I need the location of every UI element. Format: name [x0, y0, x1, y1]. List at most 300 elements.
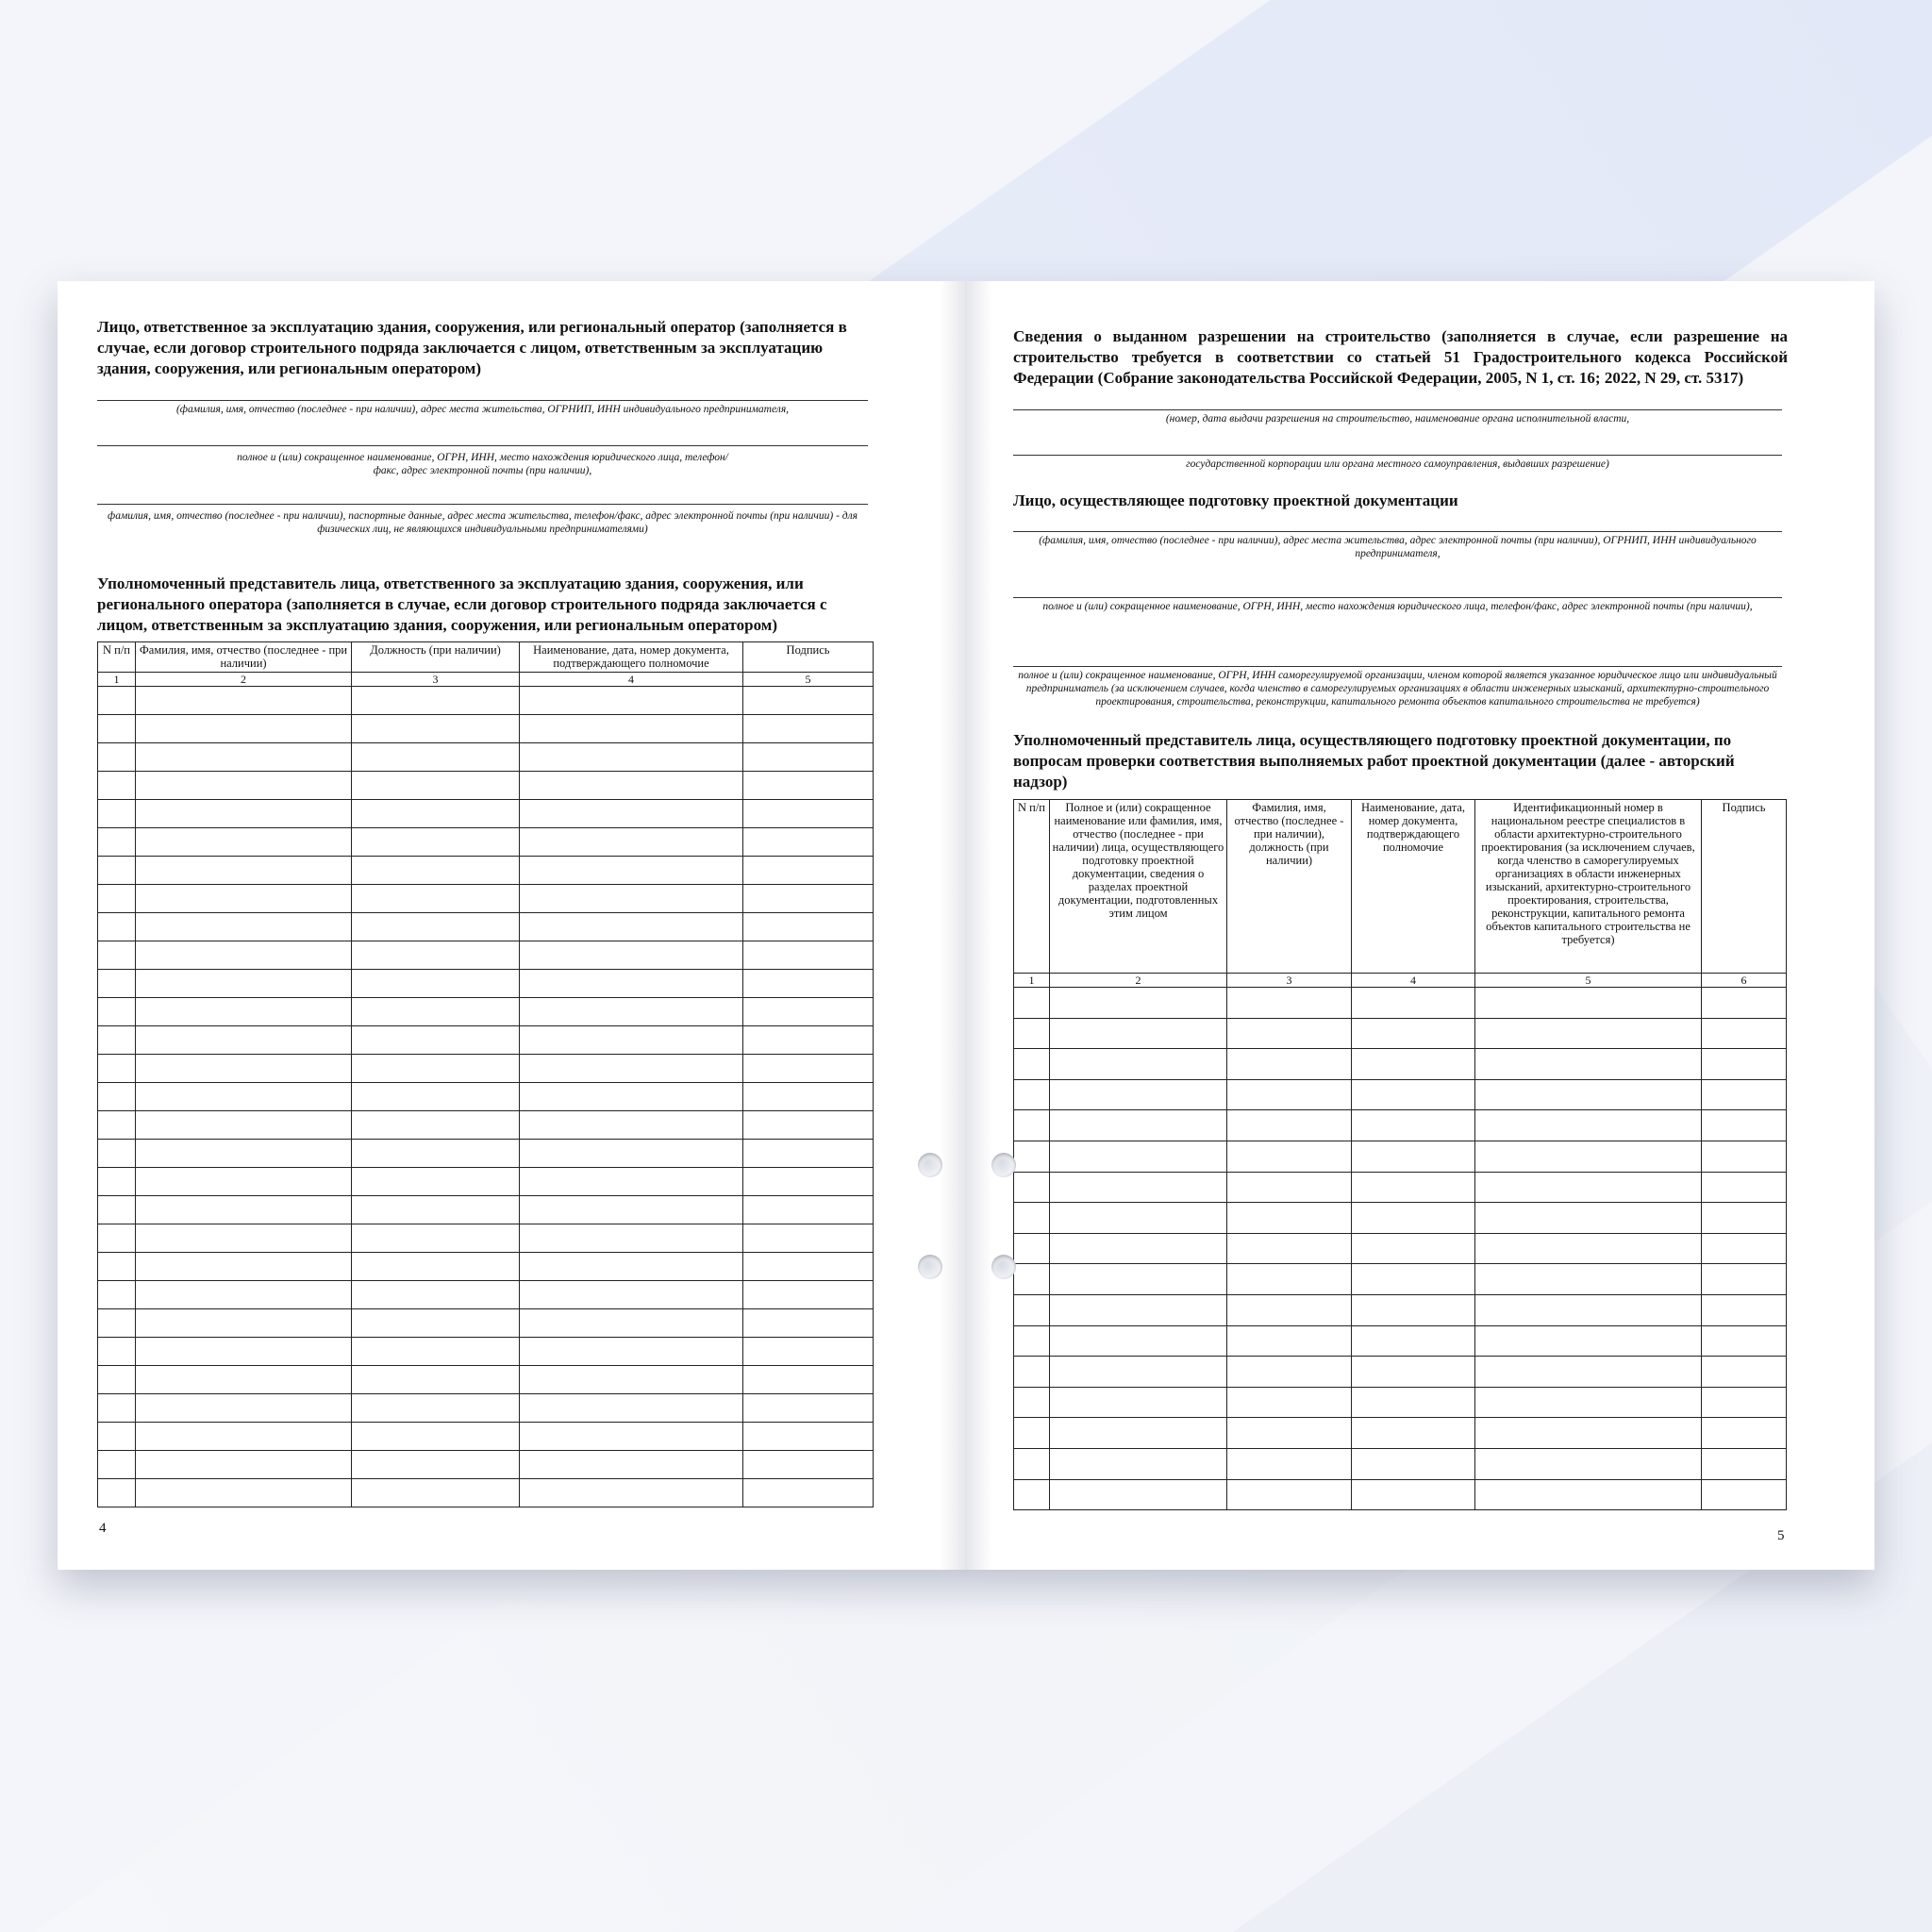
table-cell[interactable] — [98, 1366, 136, 1394]
table-cell[interactable] — [352, 800, 520, 828]
column-header: Фамилия, имя, отчество (последнее - при наличии), должность (при наличии) — [1227, 800, 1352, 974]
table-row — [98, 1281, 874, 1309]
table-cell[interactable] — [520, 687, 743, 715]
table-cell[interactable] — [743, 1111, 874, 1140]
table-cell[interactable] — [1352, 1018, 1475, 1049]
right-heading-designer: Лицо, осуществляющее подготовку проектной документации — [1013, 491, 1458, 509]
table-cell[interactable] — [352, 998, 520, 1026]
table-cell[interactable] — [1227, 1387, 1352, 1418]
table-cell[interactable] — [743, 1394, 874, 1423]
table-cell[interactable] — [136, 1196, 352, 1224]
table-cell[interactable] — [1227, 1418, 1352, 1449]
table-cell[interactable] — [98, 1140, 136, 1168]
table-cell[interactable] — [1702, 1294, 1787, 1325]
column-number-row — [1014, 974, 1787, 988]
table-cell[interactable] — [136, 1479, 352, 1507]
table-cell[interactable] — [1014, 1203, 1050, 1234]
table-cell[interactable] — [98, 941, 136, 970]
table-cell[interactable] — [352, 687, 520, 715]
table-cell[interactable] — [520, 800, 743, 828]
table-cell[interactable] — [1050, 1448, 1227, 1479]
table-cell[interactable] — [743, 1281, 874, 1309]
table-cell[interactable] — [352, 885, 520, 913]
table-cell[interactable] — [743, 857, 874, 885]
table-cell[interactable] — [743, 1253, 874, 1281]
table-cell[interactable] — [520, 1253, 743, 1281]
table-cell[interactable] — [98, 998, 136, 1026]
table-cell[interactable] — [743, 772, 874, 800]
column-header: Наименование, дата, номер документа, подтверждающего полномочие — [520, 642, 743, 673]
table-cell[interactable] — [136, 687, 352, 715]
table-cell[interactable] — [520, 857, 743, 885]
table-cell[interactable] — [136, 828, 352, 857]
table-cell[interactable] — [352, 1196, 520, 1224]
right-supervision-table — [1013, 799, 1787, 1510]
table-cell[interactable] — [1227, 1018, 1352, 1049]
table-cell[interactable] — [136, 1253, 352, 1281]
table-cell[interactable] — [136, 1366, 352, 1394]
table-row — [1014, 1479, 1787, 1510]
table-cell[interactable] — [1475, 1141, 1702, 1172]
table-cell[interactable] — [743, 828, 874, 857]
table-cell[interactable] — [136, 1224, 352, 1253]
table-cell[interactable] — [1352, 1418, 1475, 1449]
table-cell[interactable] — [136, 998, 352, 1026]
table-cell[interactable] — [136, 800, 352, 828]
table-cell[interactable] — [1475, 1448, 1702, 1479]
table-cell[interactable] — [1352, 1448, 1475, 1479]
table-cell[interactable] — [352, 1394, 520, 1423]
table-cell[interactable] — [743, 800, 874, 828]
table-cell[interactable] — [743, 1168, 874, 1196]
table-cell[interactable] — [520, 1309, 743, 1338]
table-cell[interactable] — [1702, 1418, 1787, 1449]
table-cell[interactable] — [1014, 1079, 1050, 1110]
table-cell[interactable] — [1702, 1233, 1787, 1264]
table-cell[interactable] — [520, 941, 743, 970]
table-cell[interactable] — [1050, 1079, 1227, 1110]
table-cell[interactable] — [743, 941, 874, 970]
table-cell[interactable] — [1227, 1141, 1352, 1172]
table-cell[interactable] — [1352, 988, 1475, 1019]
table-cell[interactable] — [1702, 1203, 1787, 1234]
table-cell[interactable] — [1050, 1387, 1227, 1418]
fill-line — [1013, 531, 1782, 532]
table-row — [1014, 1110, 1787, 1141]
table-cell[interactable] — [98, 1281, 136, 1309]
table-cell[interactable] — [98, 1309, 136, 1338]
table-cell[interactable] — [1702, 1387, 1787, 1418]
table-cell[interactable] — [1227, 1203, 1352, 1234]
table-cell[interactable] — [1702, 1018, 1787, 1049]
right-caption-1: (номер, дата выдачи разрешения на строительство, наименование органа исполнительной власти, — [1165, 413, 1630, 425]
table-row — [1014, 1233, 1787, 1264]
table-cell[interactable] — [136, 1309, 352, 1338]
table-cell[interactable] — [1014, 1357, 1050, 1388]
table-cell[interactable] — [1227, 1233, 1352, 1264]
table-cell[interactable] — [98, 1083, 136, 1111]
table-cell[interactable] — [520, 1196, 743, 1224]
table-cell[interactable] — [520, 885, 743, 913]
table-cell[interactable] — [98, 743, 136, 772]
table-cell[interactable] — [1050, 1325, 1227, 1357]
table-cell[interactable] — [352, 1026, 520, 1055]
table-cell[interactable] — [136, 1168, 352, 1196]
table-cell[interactable] — [352, 1111, 520, 1140]
table-cell[interactable] — [1227, 988, 1352, 1019]
table-cell[interactable] — [98, 885, 136, 913]
column-number: 6 — [1702, 974, 1787, 988]
fill-line — [97, 445, 868, 446]
table-cell[interactable] — [98, 1111, 136, 1140]
table-cell[interactable] — [1014, 1387, 1050, 1418]
table-row — [1014, 1294, 1787, 1325]
table-cell[interactable] — [743, 1479, 874, 1507]
table-cell[interactable] — [1014, 1479, 1050, 1510]
fill-line — [97, 504, 868, 505]
table-cell[interactable] — [1702, 1325, 1787, 1357]
table-row — [1014, 1018, 1787, 1049]
table-cell[interactable] — [1352, 1172, 1475, 1203]
table-cell[interactable] — [1050, 1110, 1227, 1141]
table-cell[interactable] — [1475, 1479, 1702, 1510]
table-cell[interactable] — [1014, 1172, 1050, 1203]
table-row — [98, 970, 874, 998]
table-row — [1014, 1079, 1787, 1110]
table-cell[interactable] — [352, 1366, 520, 1394]
table-cell[interactable] — [1475, 1203, 1702, 1234]
table-cell[interactable] — [1475, 1172, 1702, 1203]
left-heading-responsible-person: Лицо, ответственное за эксплуатацию здания, сооружения, или региональный оператор (заполняется в случае, если договор строительного подряда заключается с лицом, ответственным за эксплуатацию здания, сооружения, или региональным оператором) — [97, 318, 847, 377]
table-row — [98, 1168, 874, 1196]
table-cell[interactable] — [136, 715, 352, 743]
table-cell[interactable] — [136, 885, 352, 913]
table-cell[interactable] — [1475, 1264, 1702, 1295]
table-cell[interactable] — [98, 1338, 136, 1366]
table-cell[interactable] — [98, 1423, 136, 1451]
table-cell[interactable] — [136, 1140, 352, 1168]
table-cell[interactable] — [352, 828, 520, 857]
column-number: 3 — [1227, 974, 1352, 988]
table-cell[interactable] — [1352, 1325, 1475, 1357]
table-cell[interactable] — [743, 1224, 874, 1253]
table-cell[interactable] — [352, 1338, 520, 1366]
table-cell[interactable] — [1227, 1325, 1352, 1357]
table-cell[interactable] — [743, 1055, 874, 1083]
table-cell[interactable] — [352, 1451, 520, 1479]
table-cell[interactable] — [520, 1423, 743, 1451]
table-row — [98, 913, 874, 941]
column-number: 2 — [1050, 974, 1227, 988]
table-cell[interactable] — [520, 1055, 743, 1083]
table-cell[interactable] — [1702, 1141, 1787, 1172]
table-cell[interactable] — [1227, 1079, 1352, 1110]
table-cell[interactable] — [1050, 1233, 1227, 1264]
table-cell[interactable] — [98, 1026, 136, 1055]
table-cell[interactable] — [352, 1140, 520, 1168]
table-cell[interactable] — [1352, 1294, 1475, 1325]
table-cell[interactable] — [1702, 1264, 1787, 1295]
table-cell[interactable] — [1014, 1294, 1050, 1325]
table-cell[interactable] — [1352, 1079, 1475, 1110]
table-header-row — [1014, 800, 1787, 974]
table-cell[interactable] — [352, 913, 520, 941]
table-cell[interactable] — [352, 1281, 520, 1309]
table-cell[interactable] — [520, 1479, 743, 1507]
table-cell[interactable] — [1050, 1203, 1227, 1234]
table-cell[interactable] — [1352, 1110, 1475, 1141]
table-cell[interactable] — [352, 1083, 520, 1111]
table-cell[interactable] — [1475, 1418, 1702, 1449]
table-cell[interactable] — [136, 1026, 352, 1055]
table-cell[interactable] — [743, 1423, 874, 1451]
table-header-row — [98, 642, 874, 673]
table-row — [98, 715, 874, 743]
table-cell[interactable] — [352, 715, 520, 743]
table-cell[interactable] — [743, 998, 874, 1026]
table-cell[interactable] — [1702, 1049, 1787, 1080]
table-cell[interactable] — [1014, 1448, 1050, 1479]
table-cell[interactable] — [1227, 1448, 1352, 1479]
table-cell[interactable] — [1227, 1264, 1352, 1295]
table-cell[interactable] — [1227, 1479, 1352, 1510]
table-cell[interactable] — [1352, 1233, 1475, 1264]
table-cell[interactable] — [520, 1026, 743, 1055]
table-cell[interactable] — [1475, 1325, 1702, 1357]
table-cell[interactable] — [1702, 1079, 1787, 1110]
table-cell[interactable] — [520, 828, 743, 857]
table-cell[interactable] — [98, 970, 136, 998]
table-cell[interactable] — [520, 1111, 743, 1140]
table-cell[interactable] — [136, 1394, 352, 1423]
table-cell[interactable] — [520, 1394, 743, 1423]
table-cell[interactable] — [520, 1168, 743, 1196]
table-cell[interactable] — [1227, 1172, 1352, 1203]
table-cell[interactable] — [136, 1281, 352, 1309]
table-cell[interactable] — [743, 913, 874, 941]
left-heading-representative: Уполномоченный представитель лица, ответственного за эксплуатацию здания, сооружения, или регионального оператора (заполняется в случае, если договор строительного подряда заключается с лицом, ответственным за эксплуатацию здания, сооружения, или региональным оператором) — [97, 575, 827, 634]
table-row — [98, 1451, 874, 1479]
table-cell[interactable] — [1352, 1479, 1475, 1510]
table-cell[interactable] — [520, 1224, 743, 1253]
table-cell[interactable] — [1050, 1141, 1227, 1172]
table-cell[interactable] — [352, 970, 520, 998]
column-number: 3 — [352, 673, 520, 687]
table-cell[interactable] — [743, 743, 874, 772]
table-cell[interactable] — [352, 743, 520, 772]
table-row — [1014, 1448, 1787, 1479]
table-cell[interactable] — [352, 1253, 520, 1281]
table-row — [1014, 1049, 1787, 1080]
table-cell[interactable] — [743, 1140, 874, 1168]
table-cell[interactable] — [1475, 988, 1702, 1019]
table-cell[interactable] — [136, 913, 352, 941]
table-cell[interactable] — [136, 941, 352, 970]
table-cell[interactable] — [98, 913, 136, 941]
table-cell[interactable] — [352, 772, 520, 800]
left-caption-1: (фамилия, имя, отчество (последнее - при наличии), адрес места жительства, ОГРНИП, ИНН индивидуального предпринимателя, — [175, 404, 790, 415]
table-cell[interactable] — [520, 913, 743, 941]
column-number: 4 — [1352, 974, 1475, 988]
table-cell[interactable] — [1227, 1049, 1352, 1080]
table-cell[interactable] — [1014, 1141, 1050, 1172]
table-cell[interactable] — [1050, 988, 1227, 1019]
table-cell[interactable] — [136, 1083, 352, 1111]
table-cell[interactable] — [1475, 1110, 1702, 1141]
table-cell[interactable] — [520, 1451, 743, 1479]
table-cell[interactable] — [1050, 1018, 1227, 1049]
table-cell[interactable] — [743, 1451, 874, 1479]
table-cell[interactable] — [743, 1366, 874, 1394]
table-cell[interactable] — [1475, 1294, 1702, 1325]
table-cell[interactable] — [1475, 1049, 1702, 1080]
table-cell[interactable] — [136, 1338, 352, 1366]
table-cell[interactable] — [1702, 988, 1787, 1019]
table-cell[interactable] — [352, 1423, 520, 1451]
column-number: 1 — [98, 673, 136, 687]
column-number: 1 — [1014, 974, 1050, 988]
table-cell[interactable] — [98, 1479, 136, 1507]
table-cell[interactable] — [352, 1055, 520, 1083]
table-cell[interactable] — [1475, 1387, 1702, 1418]
table-cell[interactable] — [136, 857, 352, 885]
table-cell[interactable] — [743, 1083, 874, 1111]
table-cell[interactable] — [1352, 1264, 1475, 1295]
table-cell[interactable] — [136, 1055, 352, 1083]
table-cell[interactable] — [1014, 1325, 1050, 1357]
table-cell[interactable] — [520, 1366, 743, 1394]
table-cell[interactable] — [98, 715, 136, 743]
table-cell[interactable] — [352, 1479, 520, 1507]
table-cell[interactable] — [1050, 1357, 1227, 1388]
table-cell[interactable] — [352, 1224, 520, 1253]
table-cell[interactable] — [1352, 1387, 1475, 1418]
table-cell[interactable] — [1227, 1357, 1352, 1388]
table-cell[interactable] — [743, 885, 874, 913]
table-cell[interactable] — [136, 1451, 352, 1479]
table-cell[interactable] — [98, 800, 136, 828]
table-cell[interactable] — [1050, 1172, 1227, 1203]
right-caption-2: государственной корпорации или органа местного самоуправления, выдавших разрешение) — [1186, 458, 1609, 470]
table-cell[interactable] — [1014, 1110, 1050, 1141]
table-cell[interactable] — [1050, 1049, 1227, 1080]
table-row — [98, 687, 874, 715]
table-cell[interactable] — [98, 1451, 136, 1479]
table-cell[interactable] — [520, 1338, 743, 1366]
table-cell[interactable] — [1050, 1418, 1227, 1449]
table-cell[interactable] — [1014, 1049, 1050, 1080]
table-cell[interactable] — [1050, 1264, 1227, 1295]
table-cell[interactable] — [98, 772, 136, 800]
table-cell[interactable] — [98, 1253, 136, 1281]
table-cell[interactable] — [1475, 1233, 1702, 1264]
table-cell[interactable] — [1014, 1264, 1050, 1295]
table-cell[interactable] — [352, 1168, 520, 1196]
table-cell[interactable] — [352, 941, 520, 970]
table-cell[interactable] — [1352, 1203, 1475, 1234]
table-cell[interactable] — [1702, 1357, 1787, 1388]
table-cell[interactable] — [98, 828, 136, 857]
left-page — [58, 281, 966, 1570]
table-cell[interactable] — [743, 1026, 874, 1055]
table-cell[interactable] — [98, 1196, 136, 1224]
column-header: Подпись — [1702, 800, 1787, 974]
table-cell[interactable] — [1352, 1141, 1475, 1172]
table-cell[interactable] — [136, 772, 352, 800]
table-cell[interactable] — [98, 1168, 136, 1196]
table-cell[interactable] — [1702, 1448, 1787, 1479]
book-gutter — [940, 281, 992, 1570]
table-cell[interactable] — [1227, 1294, 1352, 1325]
table-cell[interactable] — [1702, 1479, 1787, 1510]
table-cell[interactable] — [520, 772, 743, 800]
table-cell[interactable] — [743, 1196, 874, 1224]
table-row — [98, 772, 874, 800]
table-row — [98, 1366, 874, 1394]
table-row — [98, 1479, 874, 1507]
table-cell[interactable] — [520, 743, 743, 772]
table-cell[interactable] — [98, 687, 136, 715]
table-cell[interactable] — [98, 1055, 136, 1083]
table-cell[interactable] — [136, 1111, 352, 1140]
table-cell[interactable] — [136, 1423, 352, 1451]
table-cell[interactable] — [1014, 1018, 1050, 1049]
table-cell[interactable] — [1050, 1294, 1227, 1325]
table-cell[interactable] — [743, 715, 874, 743]
punch-hole — [918, 1255, 942, 1279]
table-cell[interactable] — [352, 857, 520, 885]
table-row — [98, 743, 874, 772]
table-cell[interactable] — [743, 1338, 874, 1366]
table-cell[interactable] — [743, 1309, 874, 1338]
table-cell[interactable] — [520, 1083, 743, 1111]
table-cell[interactable] — [98, 857, 136, 885]
right-page — [966, 281, 1874, 1570]
punch-hole — [991, 1255, 1016, 1279]
table-row — [1014, 1325, 1787, 1357]
table-cell[interactable] — [1702, 1172, 1787, 1203]
table-cell[interactable] — [520, 970, 743, 998]
table-cell[interactable] — [743, 970, 874, 998]
table-cell[interactable] — [520, 998, 743, 1026]
column-number: 5 — [1475, 974, 1702, 988]
table-cell[interactable] — [1475, 1357, 1702, 1388]
table-row — [1014, 1387, 1787, 1418]
table-cell[interactable] — [1352, 1049, 1475, 1080]
table-cell[interactable] — [1014, 1418, 1050, 1449]
table-cell[interactable] — [520, 715, 743, 743]
column-number: 5 — [743, 673, 874, 687]
table-cell[interactable] — [352, 1309, 520, 1338]
table-row — [98, 1083, 874, 1111]
table-cell[interactable] — [1475, 1018, 1702, 1049]
table-cell[interactable] — [98, 1394, 136, 1423]
table-cell[interactable] — [1702, 1110, 1787, 1141]
fill-line — [1013, 597, 1782, 598]
table-cell[interactable] — [98, 1224, 136, 1253]
table-cell[interactable] — [1475, 1079, 1702, 1110]
table-cell[interactable] — [1014, 1233, 1050, 1264]
table-cell[interactable] — [520, 1281, 743, 1309]
table-cell[interactable] — [1050, 1479, 1227, 1510]
table-cell[interactable] — [136, 743, 352, 772]
table-cell[interactable] — [1227, 1110, 1352, 1141]
table-cell[interactable] — [743, 687, 874, 715]
table-cell[interactable] — [1014, 988, 1050, 1019]
table-cell[interactable] — [520, 1140, 743, 1168]
table-cell[interactable] — [1352, 1357, 1475, 1388]
table-cell[interactable] — [136, 970, 352, 998]
